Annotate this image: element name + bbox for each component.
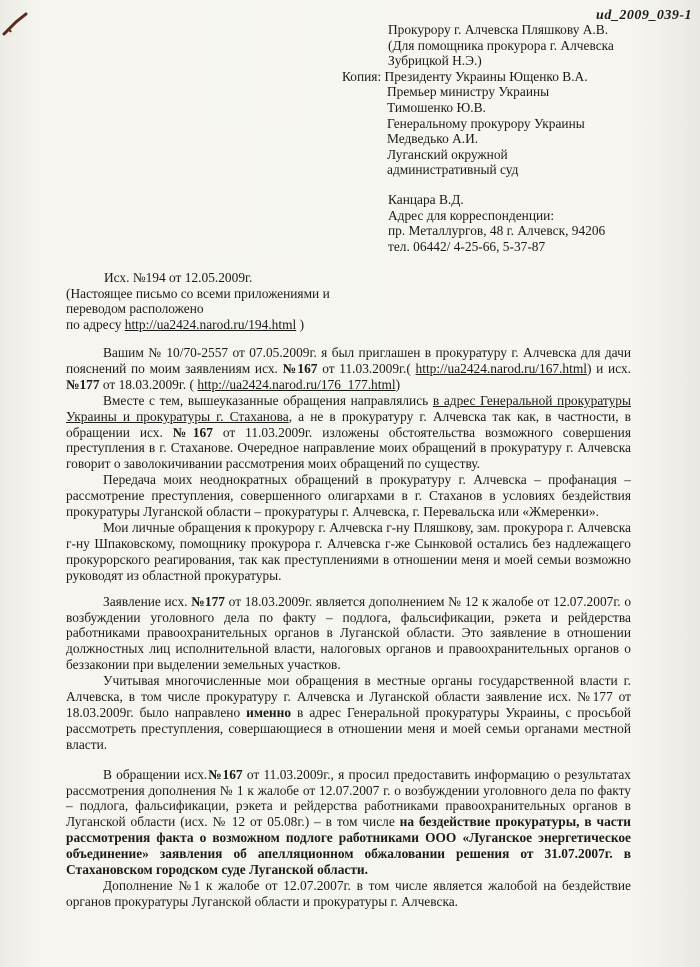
copy-line	[342, 69, 682, 85]
addressee-line: Зубрицкой Н.Э.)	[388, 53, 482, 69]
paragraph: Заявление исх. №177 от 18.03.2009г. является дополнением № 12 к жалобе от 12.07.2007г. о возбуждении уголовного дела по факту – подлога, фальсификации, рэкета и рейдерства работниками правоохранительных органов в Луганской области. Это заявление в отношении должностных лиц исполнительной власти, налоговых органов и правоохранительных органов о беззаконии при выделении земельных участков.	[66, 593, 632, 673]
paragraph: Вашим № 10/70-2557 от 07.05.2009г. я был приглашен в прокуратуру г. Алчевска для дачи пояснений по моим заявлениям исх. №167 от 11.03.2009г.( http://ua2424.narod.ru/167.html) и исх. №177 от 18.03.2009г. ( http://ua2424.narod.ru/176_177.html)	[66, 345, 631, 392]
paragraph: Дополнение №1 к жалобе от 12.07.2007г. в том числе является жалобой на бездействие органов прокуратуры Луганской области и прокуратуры г. Алчевска.	[66, 878, 631, 909]
outgoing-number-block	[66, 270, 366, 332]
copy-label: Копия:	[342, 68, 382, 84]
letter-body	[66, 345, 631, 910]
outgoing-note: (Настоящее письмо со всеми приложениями и	[66, 285, 330, 301]
sender-phone: тел. 06442/ 4-25-66, 5-37-87	[388, 238, 546, 254]
paragraph: Учитывая многочисленные мои обращения в местные органы государственной власти г. Алчевска, в том числе прокуратуру г. Алчевска и Луганской области заявление исх. №177 от 18.03.2009г. было направлено именно в адрес Генеральной прокуратуры Украины, с просьбой рассмотреть преступления, совершающиеся в отношении меня и моей семьи органами местной власти.	[66, 673, 632, 752]
paragraph: Передача моих неоднократных обращений в прокуратуру г. Алчевска – профанация – рассмотрение преступления, совершенного олигархами в г. Стаханов в условиях бездействия прокуратуры Луганской области – прокуратуры г. Алчевска, г. Перевальска или «Жмеренки».	[66, 472, 631, 520]
link-176-177[interactable]: http://ua2424.narod.ru/176_177.html	[197, 376, 396, 392]
copy-recipient: административный суд	[387, 162, 519, 178]
addressee-line: Прокурору г. Алчевска Пляшкову А.В.	[388, 22, 609, 37]
paragraph: В обращении исх.№167 от 11.03.2009г., я просил предоставить информацию о результатах рассмотрения дополнения № 1 к жалобе от 12.07.2007 г. о возбуждении уголовного дела по факту – подлога, фальсификации, рэкета и рейдерства работниками правоохранительных органов в Луганской области (исх. № 12 от 05.08г.) – в том числе на бездействие прокуратуры, в части рассмотрения факта о возможном подлоге работниками ООО «Луганское энергетическое объединение» заявления об апелляционном обжаловании решения от 31.07.2007г. в Стахановском городском суде Луганской области.	[66, 766, 631, 878]
paragraph: Мои личные обращения к прокурору г. Алчевска г-ну Пляшкову, зам. прокурора г. Алчевска г-ну Шпаковскому, помощнику прокурора г. Алчевска г-же Сынковой остались без надлежащего прокурорского реагирования, так как преступлениями в отношении меня и моей семьи возможно руководят из областной прокуратуры.	[66, 519, 631, 583]
copy-recipient: Тимошенко Ю.В.	[387, 99, 486, 115]
addressee-line: (Для помощника прокурора г. Алчевска	[388, 37, 614, 53]
copy-recipient: Премьер министру Украины	[387, 84, 550, 100]
sender-address: пр. Металлургов, 48 г. Алчевск, 94206	[388, 223, 606, 239]
outgoing-note: по адресу http://ua2424.narod.ru/194.html )	[66, 316, 305, 332]
sender-block	[388, 192, 688, 254]
outgoing-note: переводом расположено	[66, 301, 204, 317]
outgoing-number: Исх. №194 от 12.05.2009г.	[104, 270, 253, 285]
addressee-block	[342, 22, 682, 178]
sender-address-label: Адрес для корреспонденции:	[388, 207, 555, 223]
copy-recipient: Генеральному прокурору Украины	[387, 115, 585, 131]
copy-recipient: Президенту Украины Ющенко В.А.	[384, 68, 588, 84]
letter-link[interactable]: http://ua2424.narod.ru/194.html	[124, 316, 297, 332]
copy-recipient: Луганский окружной	[387, 146, 508, 162]
copy-recipient: Медведько А.И.	[387, 131, 479, 147]
paragraph: Вместе с тем, вышеуказанные обращения направлялись в адрес Генеральной прокуратуры Украины и прокуратуры г. Стаханова, а не в прокуратуру г. Алчевска так как, в частности, в обращении исх. №167 от 11.03.2009г. изложены обстоятельства возможного совершения преступления в г. Стаханове. Очередное направление моих обращений в прокуратуру г. Алчевска говорит о заволокичивании рассмотрения моих обращений по существу.	[66, 392, 631, 472]
document-id: ud_2009_039-1	[596, 8, 692, 23]
sender-name: Канцара В.Д.	[388, 192, 464, 207]
link-167[interactable]: http://ua2424.narod.ru/167.html	[415, 360, 587, 376]
scan-mark-icon	[2, 8, 32, 38]
